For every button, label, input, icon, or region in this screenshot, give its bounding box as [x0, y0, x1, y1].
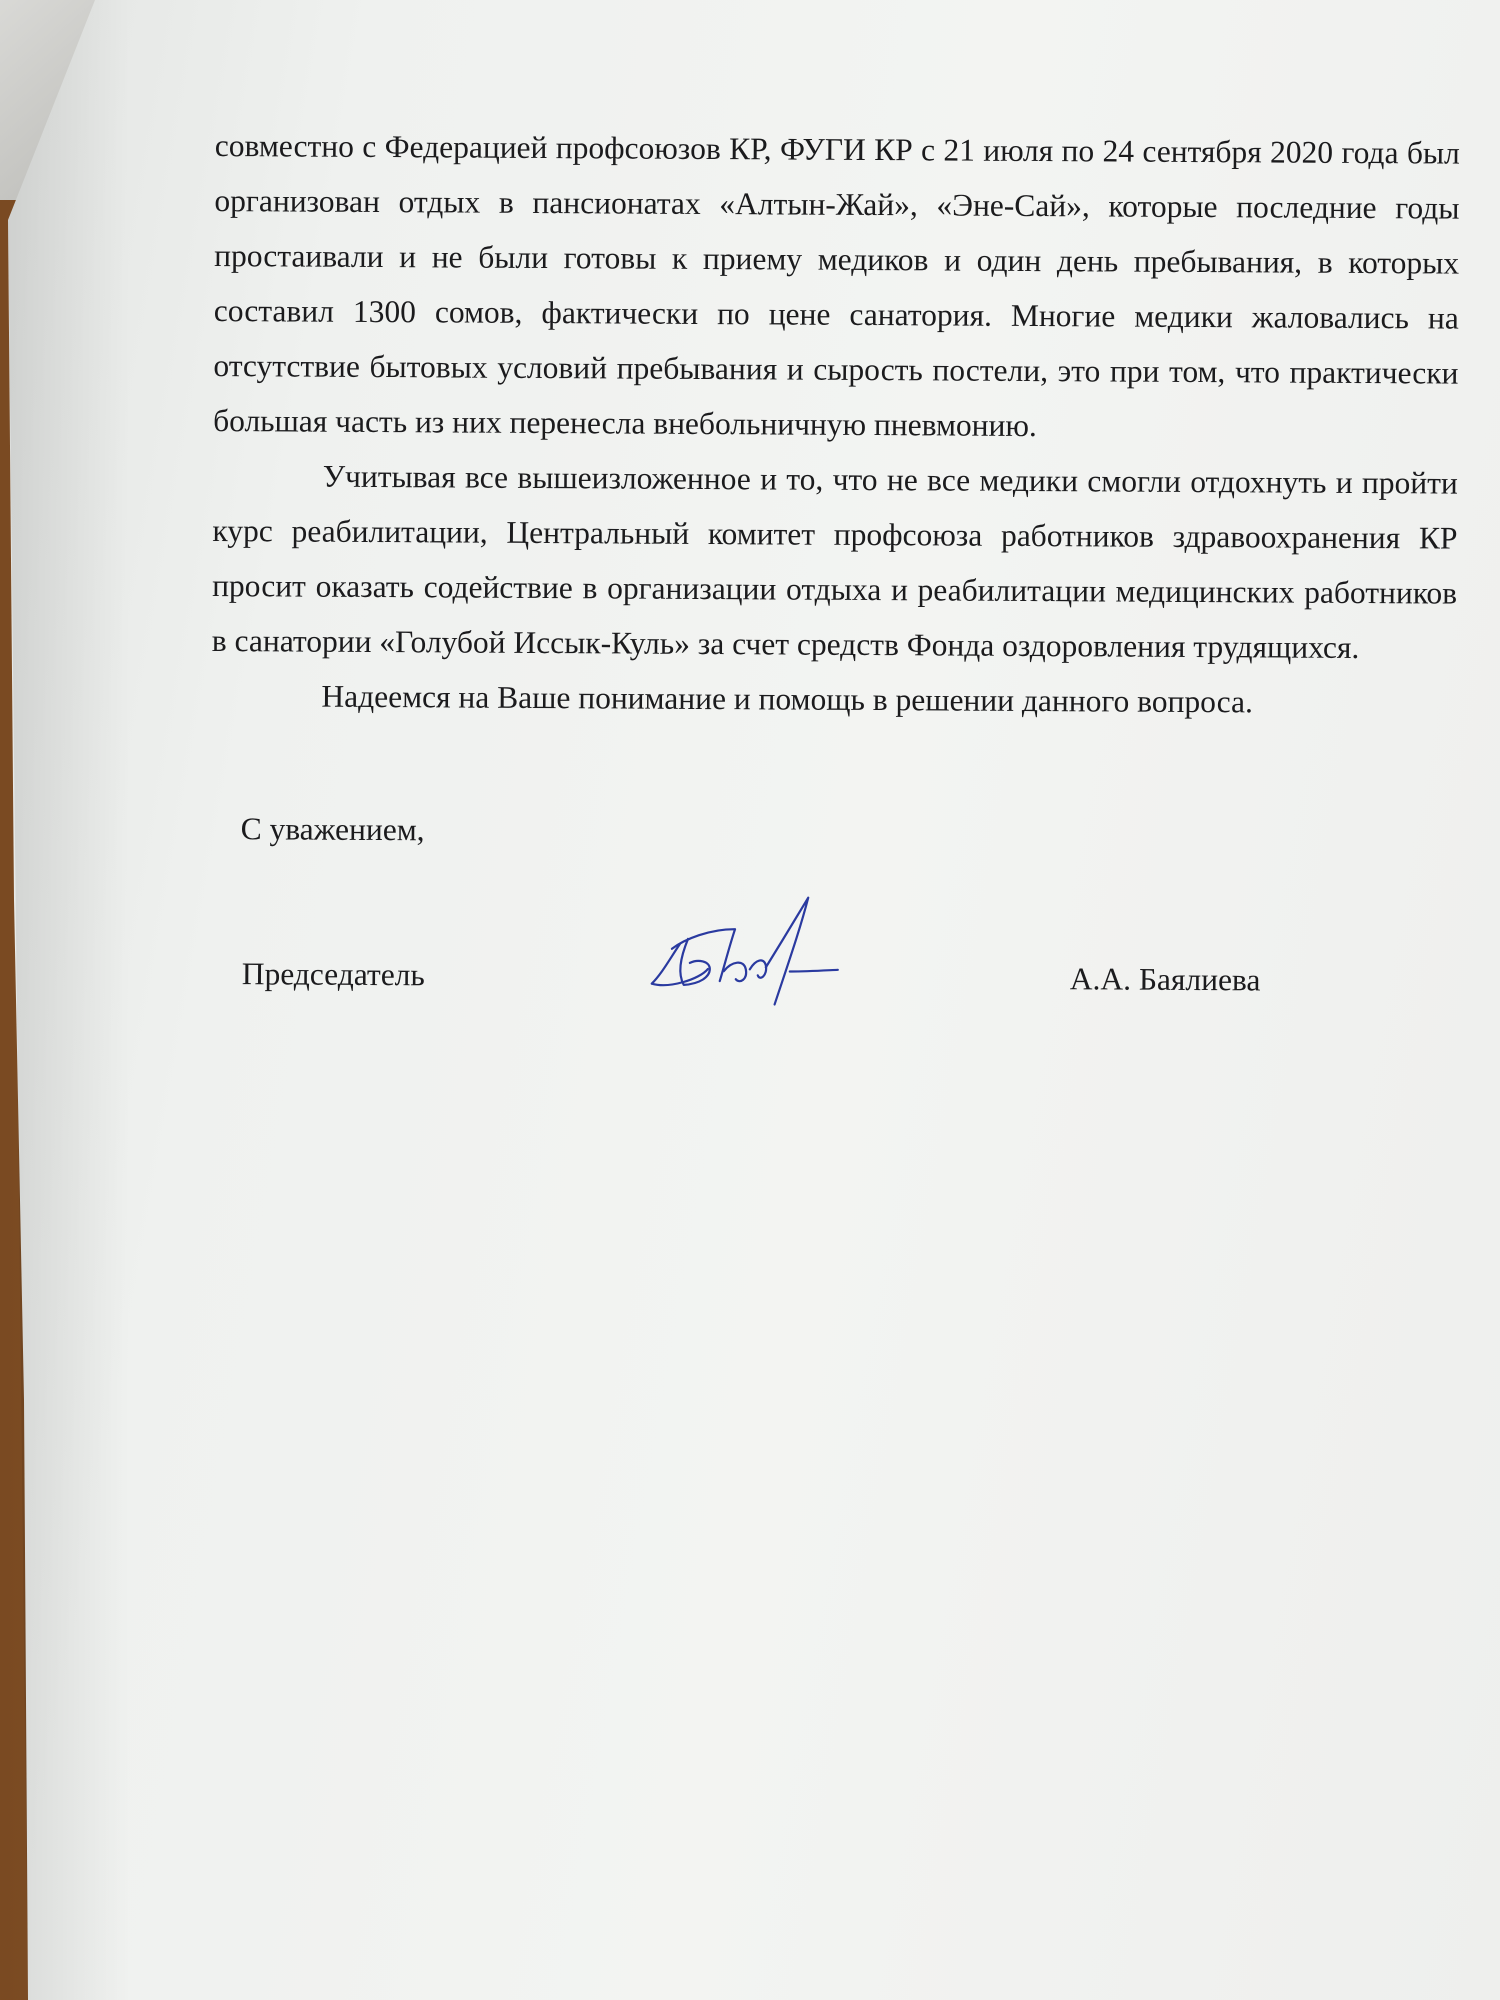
letter-paragraph-2: Учитывая все вышеизложенное и то, что не все медики смогли отдохнуть и пройти курс реабилитации, Центральный комитет профсоюза работников здравоохранения КР просит оказать содействие в организации отдыха и реабилитации медицинских работников в санатории «Голубой Иссык-Куль» за счет средств Фонда оздоровления трудящихся.	[211, 458, 1458, 665]
spacer	[211, 723, 1456, 809]
closing-salutation: С уважением,	[240, 811, 425, 848]
signer-position: Председатель	[241, 956, 425, 993]
handwritten-signature	[640, 889, 861, 1020]
letter-paragraph-3: Надеемся на Ваше понимание и помощь в решении данного вопроса.	[321, 678, 1254, 720]
letter-paragraph-1: совместно с Федерацией профсоюзов КР, ФУГИ КР с 21 июля по 24 сентября 2020 года был организован отдых в пансионатах «Алтын-Жай», «Эне-Сай», которые последние годы простаивали и не были готовы к приему медиков и один день пребывания, в которых составил 1300 сомов, фактически по цене санатория. Многие медики жаловались на отсутствие бытовых условий пребывания и сырость постели, это при том, что практически большая часть из них перенесла внебольничную пневмонию.	[213, 127, 1460, 444]
letter-body	[210, 118, 1460, 1014]
signer-name: А.А. Баялиева	[1069, 961, 1261, 998]
signature-block	[210, 886, 1456, 1014]
